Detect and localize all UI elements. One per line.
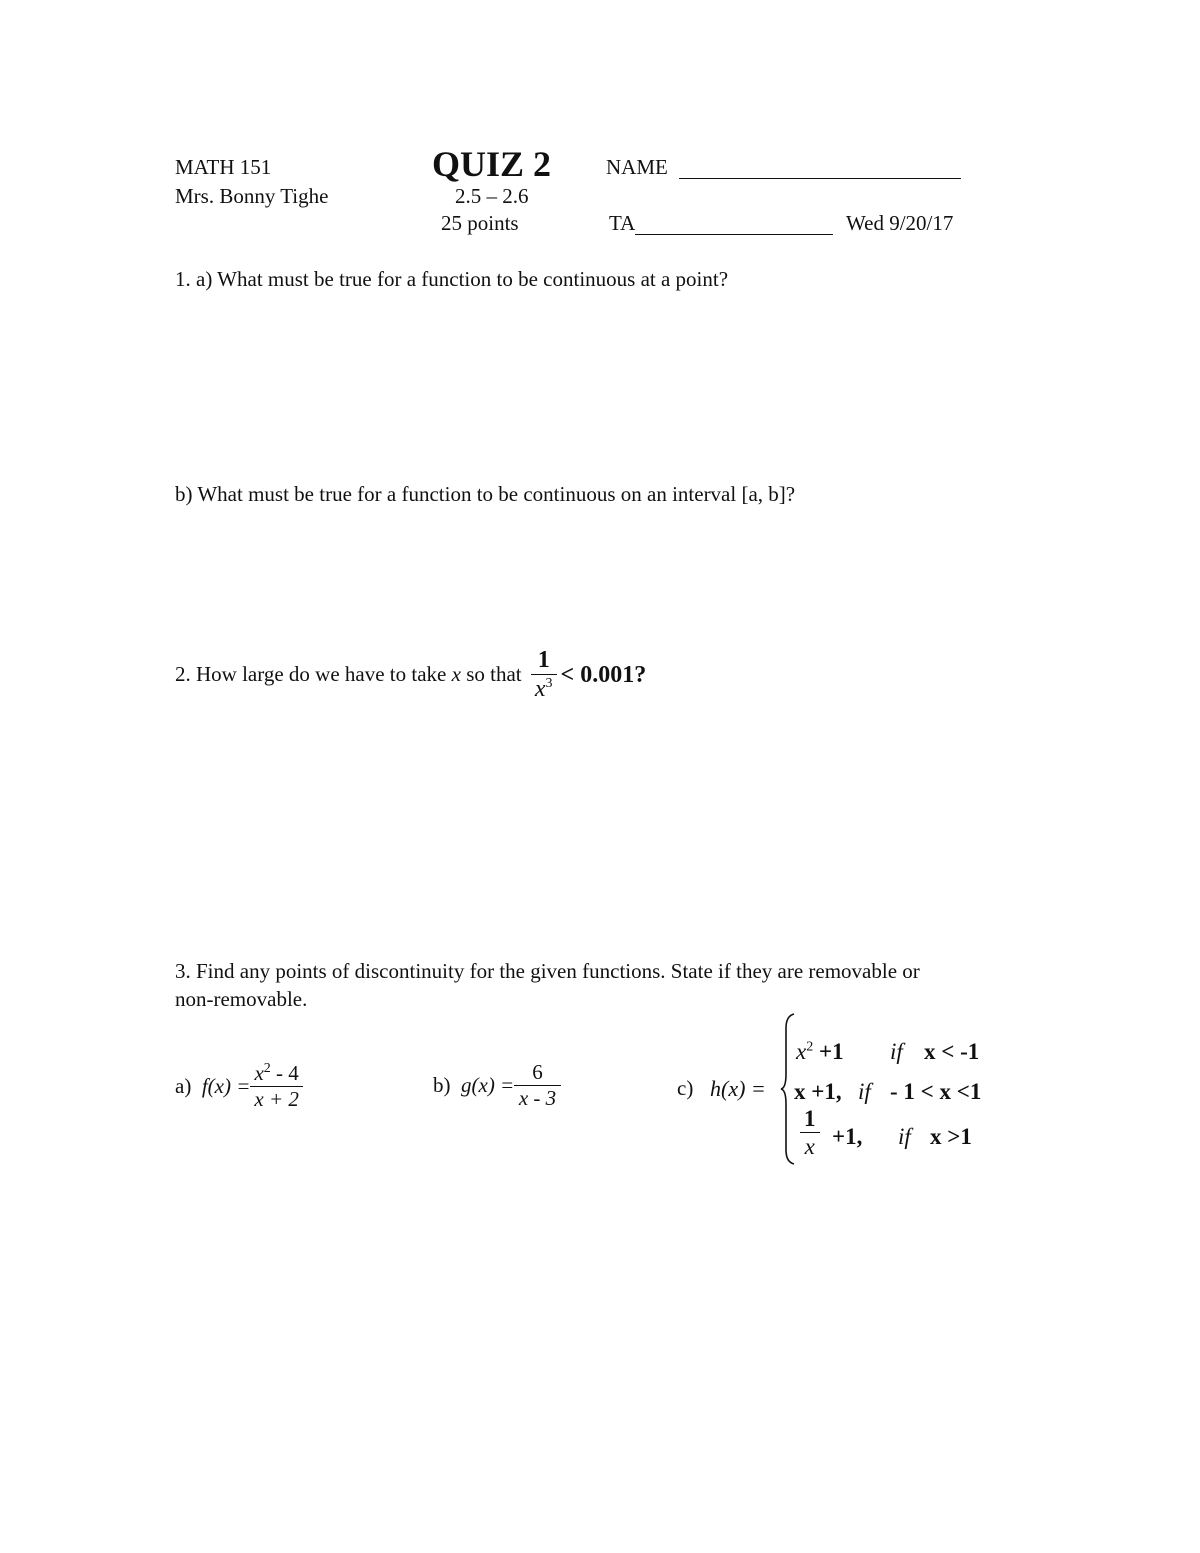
q3c-case3-fraction bbox=[800, 1107, 820, 1158]
q2-middle: so that bbox=[466, 662, 522, 686]
q2-var: x bbox=[451, 662, 461, 686]
name-field[interactable] bbox=[606, 157, 961, 179]
q3c-case2-if: if bbox=[858, 1079, 871, 1104]
q3a-num-rest: - 4 bbox=[270, 1061, 299, 1085]
question-3-line2: non-removable. bbox=[175, 987, 308, 1011]
q3c-case3-cond: x >1 bbox=[930, 1124, 972, 1149]
q3c-case1-var: x bbox=[796, 1039, 807, 1064]
q3b-fraction bbox=[514, 1062, 561, 1109]
q3b-lhs: g(x) = bbox=[461, 1073, 515, 1097]
q2-inequality: < 0.001? bbox=[560, 661, 647, 688]
quiz-title: QUIZ 2 bbox=[432, 144, 552, 184]
q3c-case1-expr bbox=[796, 1040, 844, 1063]
q3a-den: x + 2 bbox=[254, 1087, 299, 1111]
q2-den-exp: 3 bbox=[545, 676, 553, 691]
q3b-label: b) bbox=[433, 1073, 451, 1097]
q3c-case1-cond: x < -1 bbox=[924, 1039, 980, 1064]
q3c-label: c) bbox=[677, 1076, 694, 1100]
q3a-num-var: x bbox=[254, 1061, 264, 1085]
instructor: Mrs. Bonny Tighe bbox=[175, 184, 329, 208]
question-3-line1: 3. Find any points of discontinuity for the given functions. State if they are removable or bbox=[175, 959, 920, 983]
q3c-case2-expr: x +1, bbox=[794, 1079, 842, 1104]
points: 25 points bbox=[441, 211, 519, 235]
question-1b: b) What must be true for a function to be continuous on an interval [a, b]? bbox=[175, 482, 796, 506]
course-code: MATH 151 bbox=[175, 155, 272, 179]
q3a-lhs: f(x) = bbox=[201, 1073, 251, 1098]
q3c-case1-rest: +1 bbox=[813, 1039, 844, 1064]
q3a-fraction bbox=[250, 1062, 303, 1110]
ta-blank[interactable] bbox=[635, 213, 833, 235]
ta-label: TA bbox=[609, 211, 636, 235]
q3c-case3-if: if bbox=[898, 1124, 911, 1149]
q3c-case1-if: if bbox=[890, 1039, 903, 1064]
name-blank[interactable] bbox=[679, 157, 961, 179]
q3b bbox=[433, 1062, 561, 1109]
q2-prefix: 2. How large do we have to take bbox=[175, 662, 447, 686]
sections: 2.5 – 2.6 bbox=[455, 184, 529, 208]
q3c-case3-rest: +1, bbox=[832, 1124, 863, 1149]
name-label: NAME bbox=[606, 155, 668, 179]
q3c-case3-den: x bbox=[804, 1134, 815, 1159]
question-2 bbox=[175, 648, 646, 701]
q2-fraction bbox=[531, 648, 557, 701]
q2-den-var: x bbox=[534, 676, 546, 702]
q3a-num-exp: 2 bbox=[263, 1061, 271, 1076]
question-1a: 1. a) What must be true for a function to be continuous at a point? bbox=[175, 267, 729, 291]
q2-numerator: 1 bbox=[531, 648, 557, 675]
q3b-num: 6 bbox=[514, 1062, 561, 1086]
ta-field[interactable] bbox=[609, 213, 833, 235]
q3c-lhs: h(x) = bbox=[710, 1076, 766, 1101]
q3c-case1-exp: 2 bbox=[806, 1039, 814, 1055]
q3a-label: a) bbox=[175, 1073, 192, 1098]
q3c-case2-cond: - 1 < x <1 bbox=[890, 1079, 982, 1104]
quiz-date: Wed 9/20/17 bbox=[846, 211, 954, 235]
q3c-case3-num: 1 bbox=[800, 1107, 820, 1133]
q3b-den: x - 3 bbox=[518, 1086, 557, 1110]
q3a bbox=[175, 1062, 303, 1110]
